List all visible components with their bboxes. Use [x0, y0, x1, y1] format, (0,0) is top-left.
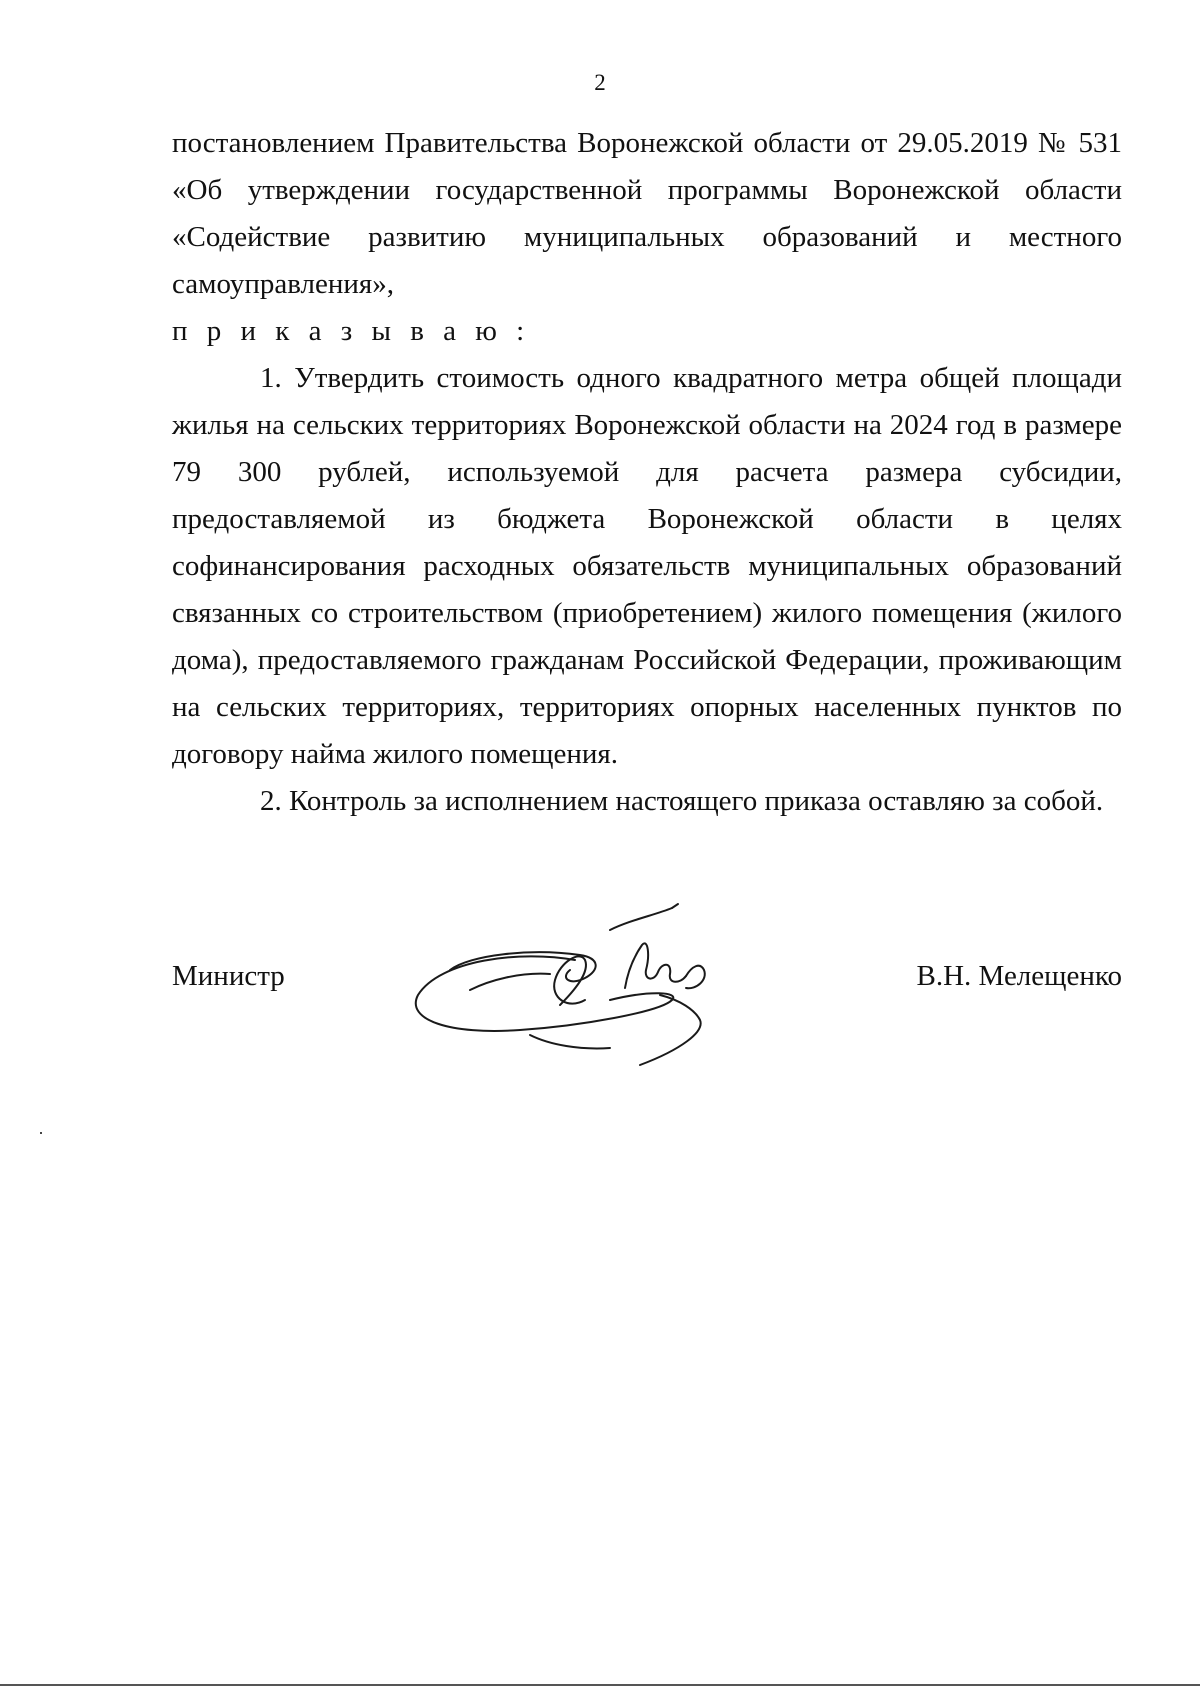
signatory-title: Министр: [172, 960, 285, 992]
order-item-1: 1. Утвердить стоимость одного квадратного метра общей площади жилья на сельских территориях Воронежской области на 2024 год в размере 79 300 рублей, используемой для расчета размера субсидии, предоставляемой из бюджета Воронежской области в целях софинансирования расходных обязательств муниципальных образований связанных со строительством (приобретением) жилого помещения (жилого дома), предоставляемого гражданам Российской Федерации, проживающим на сельских территориях, территориях опорных населенных пунктов по договору найма жилого помещения.: [172, 362, 1122, 770]
order-word: п р и к а з ы в а ю :: [172, 315, 531, 347]
handwritten-signature: [410, 900, 750, 1080]
page-number: 2: [594, 70, 606, 95]
signatory-name: В.Н. Мелещенко: [916, 960, 1122, 992]
scan-speck: [40, 1132, 42, 1134]
document-body: [172, 120, 1122, 825]
order-item-2: 2. Контроль за исполнением настоящего приказа оставляю за собой.: [260, 785, 1104, 817]
page-bottom-edge: [0, 1684, 1200, 1686]
preamble-paragraph: постановлением Правительства Воронежской области от 29.05.2019 № 531 «Об утверждении государственной программы Воронежской области «Содействие развитию муниципальных образований и местного самоуправления»,: [172, 127, 1122, 300]
